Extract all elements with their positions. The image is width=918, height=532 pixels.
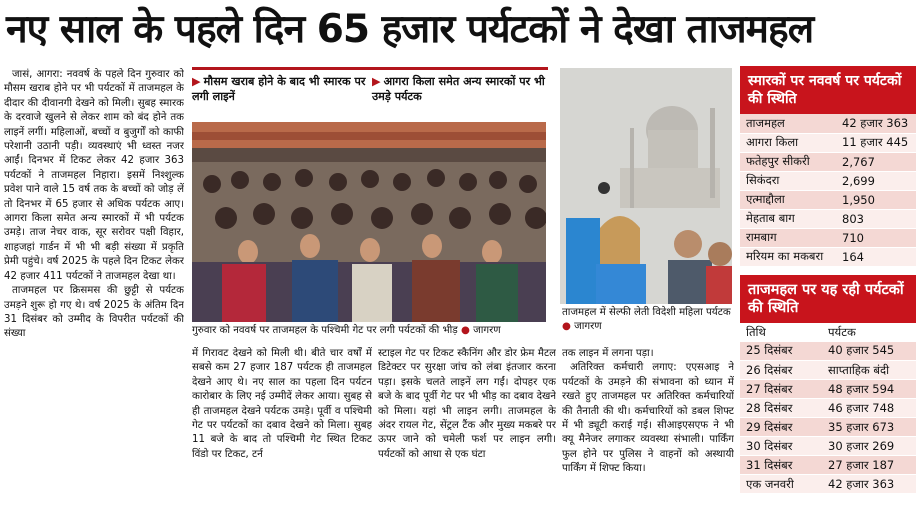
credit-dot-icon: ● <box>562 321 571 332</box>
table-row <box>740 171 916 190</box>
table-row <box>740 475 916 494</box>
photo-credit: जागरण <box>574 321 602 332</box>
article-paragraph: ताजमहल पर क्रिसमस की छुट्टी से पर्यटक उमड़ने शुरू हो गए थे। वर्ष 2025 के अंतिम दिन 31 दिसंबर को उम्मीद के विपरीत पर्यटकों की संख्या <box>4 285 184 340</box>
article-column-2 <box>192 347 372 532</box>
photo-credit: जागरण <box>473 325 501 336</box>
date-cell: एक जनवरी <box>740 475 822 494</box>
table-row <box>740 437 916 456</box>
monument-name: मरियम का मकबरा <box>740 247 836 266</box>
monument-name: फतेहपुर सीकरी <box>740 152 836 171</box>
headline: नए साल के पहले दिन 65 हजार पर्यटकों ने देखा ताजमहल <box>6 7 814 52</box>
monument-stats-title: स्मारकों पर नववर्ष पर पर्यटकों की स्थिति <box>740 66 916 114</box>
article-column-3 <box>378 347 556 532</box>
tourists-cell: 40 हजार 545 <box>822 342 916 361</box>
arrow-icon: ▶ <box>372 75 381 88</box>
table-header-row <box>740 323 916 342</box>
article-paragraph: तक लाइन में लगना पड़ा। <box>562 348 654 359</box>
table-row <box>740 380 916 399</box>
tourists-cell: 27 हजार 187 <box>822 456 916 475</box>
monument-value: 2,699 <box>836 171 916 190</box>
caption-text: गुरुवार को नववर्ष पर ताजमहल के पश्चिमी गेट पर लगी पर्यटकों की भीड़ <box>192 325 458 336</box>
tourists-cell: 35 हजार 673 <box>822 418 916 437</box>
monument-value: 164 <box>836 247 916 266</box>
table-row <box>740 361 916 380</box>
article-paragraph: स्टाइल गेट पर टिकट स्कैनिंग और डोर फ्रेम मैटल डिटेक्टर पर सुरक्षा जांच को लंबा इंतजार करना पड़ा। इसके चलते लाइनें लग गईं। दोपहर एक बजे के बाद पूर्वी गेट पर भी भीड़ का दबाव देखने को मिला। यहां भी लाइन लगी। ताजमहल के अंदर रायल गेट, सेंट्रल टैंक और मुख्य मकबरे पर ऊपर जाने को चमेली फर्श पर लाइन लगी। पर्यटकों को आधा से एक घंटा <box>378 348 556 460</box>
tourists-cell: 42 हजार 363 <box>822 475 916 494</box>
table-row <box>740 418 916 437</box>
crowd-photo <box>192 122 546 322</box>
selfie-photo-caption <box>562 306 734 334</box>
credit-dot-icon: ● <box>461 325 470 336</box>
tourists-cell: 46 हजार 748 <box>822 399 916 418</box>
monument-value: 2,767 <box>836 152 916 171</box>
monument-value: 1,950 <box>836 190 916 209</box>
monument-name: आगरा किला <box>740 133 836 152</box>
selfie-photo-graphic <box>560 68 732 304</box>
monument-value: 11 हजार 445 <box>836 133 916 152</box>
monument-value: 710 <box>836 228 916 247</box>
tourists-cell: 30 हजार 269 <box>822 437 916 456</box>
highlight-bullet-1 <box>192 74 368 104</box>
article-paragraph: जासं, आगरा: नववर्ष के पहले दिन गुरुवार को मौसम खराब होने पर भी पर्यटकों में ताजमहल के दीदार की दीवानगी देखने को मिली। सुबह स्मारक के दरवाजे खुलने से लेकर शाम को बंद होने तक लाइनें लगीं। महिलाओं, बच्चों व बुजुर्गों को काफी परेशानी उठानी पड़ी। व्यवस्थाएं भी ध्वस्त नजर आईं। दिनभर में टिकट लेकर 42 हजार 363 पर्यटकों ने ताजमहल निहारा। इसमें निश्शुल्क प्रवेश पाने वाले 15 वर्ष तक के बच्चों को जोड़ लें तो दिनभर में 65 हजार से अधिक पर्यटक आए। आगरा किला समेत अन्य स्मारकों में भी पर्यटक उमड़े। ताज नेचर वाक, सूर सरोवर पक्षी विहार, शाहजहां गार्डन में भी भी बड़ी संख्या में प्रकृति प्रेमी पहुंचे। वर्ष 2025 के पहले दिन टिकट लेकर 42 हजार 411 पर्यटकों ने ताजमहल देखा था। <box>4 69 184 282</box>
table-row <box>740 228 916 247</box>
monument-name: रामबाग <box>740 228 836 247</box>
monument-name: सिकंदरा <box>740 171 836 190</box>
article-paragraph: अतिरिक्त कर्मचारी लगाए: एएसआइ ने पर्यटकों के उमड़ने की संभावना को ध्यान में रखते हुए ताजमहल पर अतिरिक्त कर्मचारियों की तैनाती की थी। कर्मचारियों को डबल शिफ्ट में भी ड्यूटी कराई गई। सीआइएसएफ ने भी क्यू मैनेजर लगाकर व्यवस्था संभाली। पार्किंग फुल होने पर पुलिस ने वाहनों को अस्थायी पार्किंग में शिफ्ट किया। <box>562 362 734 475</box>
crowd-photo-graphic <box>192 122 546 322</box>
article-column-4 <box>562 347 734 532</box>
monument-name: मेहताब बाग <box>740 209 836 228</box>
bullet-text: आगरा किला समेत अन्य स्मारकों पर भी उमड़े पर्यटक <box>372 75 545 103</box>
bullet-text: मौसम खराब होने के बाद भी स्मारक पर लगी लाइनें <box>192 75 366 103</box>
stats-sidebar <box>740 66 916 494</box>
monument-value: 42 हजार 363 <box>836 114 916 133</box>
date-header: तिथि <box>740 323 822 342</box>
table-row <box>740 247 916 266</box>
tourists-cell: साप्ताहिक बंदी <box>822 361 916 380</box>
table-row <box>740 209 916 228</box>
monument-value: 803 <box>836 209 916 228</box>
monument-name: एत्माद्दौला <box>740 190 836 209</box>
arrow-icon: ▶ <box>192 75 201 88</box>
date-cell: 28 दिसंबर <box>740 399 822 418</box>
date-cell: 30 दिसंबर <box>740 437 822 456</box>
table-row <box>740 399 916 418</box>
date-cell: 25 दिसंबर <box>740 342 822 361</box>
highlight-bullet-2 <box>372 74 548 104</box>
section-rule <box>192 67 548 70</box>
taj-daily-stats-table <box>740 323 916 495</box>
article-column-1 <box>4 68 184 532</box>
monument-stats-table <box>740 114 916 267</box>
table-row <box>740 456 916 475</box>
date-cell: 27 दिसंबर <box>740 380 822 399</box>
date-cell: 29 दिसंबर <box>740 418 822 437</box>
table-row <box>740 152 916 171</box>
date-cell: 26 दिसंबर <box>740 361 822 380</box>
table-row <box>740 114 916 133</box>
tourists-cell: 48 हजार 594 <box>822 380 916 399</box>
selfie-photo <box>560 68 732 304</box>
table-row <box>740 342 916 361</box>
table-row <box>740 133 916 152</box>
article-paragraph: में गिरावट देखने को मिली थी। बीते चार वर्षों में सबसे कम 27 हजार 187 पर्यटक ही ताजमहल देखने आए थे। नए साल का पहला दिन पर्यटन कारोबार के लिए नई उम्मीदें लेकर आया। सुबह से ही ताजमहल देखने पर्यटक उमड़े। पूर्वी व पश्चिमी गेट पर पर्यटकों का दबाव देखने को मिला। सुबह 11 बजे के बाद तो पश्चिमी गेट स्थित टिकट विंडो पर टिकट, टर्न <box>192 348 372 460</box>
caption-text: ताजमहल में सेल्फी लेती विदेशी महिला पर्यटक <box>562 307 731 318</box>
taj-daily-stats-title: ताजमहल पर यह रही पर्यटकों की स्थिति <box>740 275 916 323</box>
date-cell: 31 दिसंबर <box>740 456 822 475</box>
tourists-header: पर्यटक <box>822 323 916 342</box>
monument-name: ताजमहल <box>740 114 836 133</box>
crowd-photo-caption <box>192 324 548 338</box>
table-row <box>740 190 916 209</box>
